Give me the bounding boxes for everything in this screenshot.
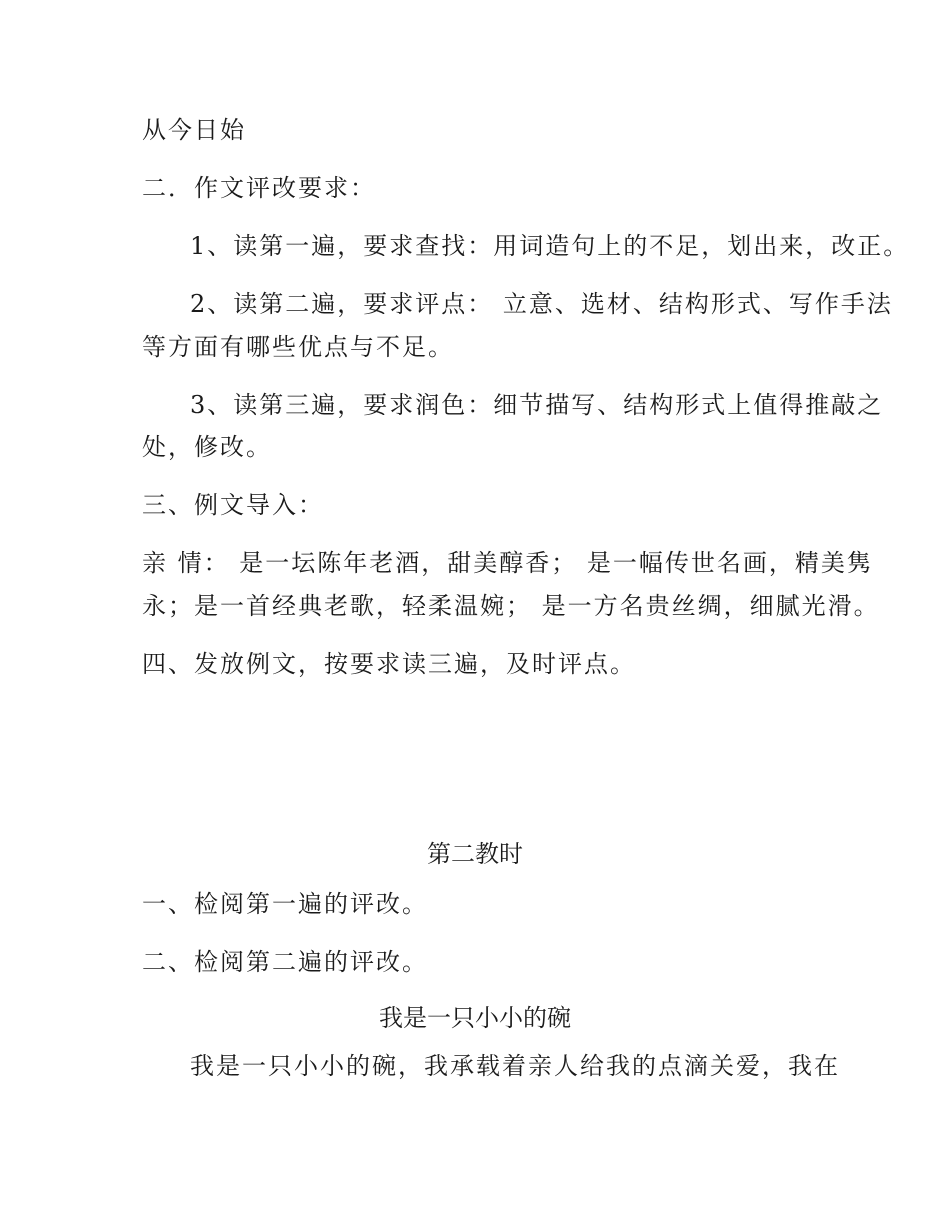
section-item-1: 一、检阅第一遍的评改。 bbox=[142, 890, 428, 918]
essay-first-line: 我是一只小小的碗，我承载着亲人给我的点滴关爱，我在 bbox=[190, 1052, 840, 1080]
section-title: 第二教时 bbox=[427, 840, 523, 868]
list-item-read-third-cont: 处，修改。 bbox=[142, 433, 272, 461]
example-text-line-2: 永；是一首经典老歌，轻柔温婉； 是一方名贵丝绸，细腻光滑。 bbox=[142, 592, 880, 620]
list-item-read-second-cont: 等方面有哪些优点与不足。 bbox=[142, 333, 454, 361]
section-item-2: 二、检阅第二遍的评改。 bbox=[142, 948, 428, 976]
heading-example-intro: 三、例文导入： bbox=[142, 491, 324, 519]
heading-evaluation-requirements: 二．作文评改要求： bbox=[142, 174, 376, 202]
list-item-read-second: 2、读第二遍，要求评点： 立意、选材、结构形式、写作手法 bbox=[190, 290, 893, 318]
list-item-read-first: 1、读第一遍，要求查找：用词造句上的不足，划出来，改正。 bbox=[190, 232, 910, 260]
essay-title: 我是一只小小的碗 bbox=[379, 1004, 571, 1032]
heading-distribute-examples: 四、发放例文，按要求读三遍，及时评点。 bbox=[142, 650, 636, 678]
example-text-line-1: 亲 情： 是一坛陈年老酒，甜美醇香； 是一幅传世名画，精美隽 bbox=[142, 549, 873, 577]
list-item-read-third: 3、读第三遍，要求润色：细节描写、结构形式上值得推敲之 bbox=[190, 391, 884, 419]
text-line: 从今日始 bbox=[142, 116, 246, 144]
